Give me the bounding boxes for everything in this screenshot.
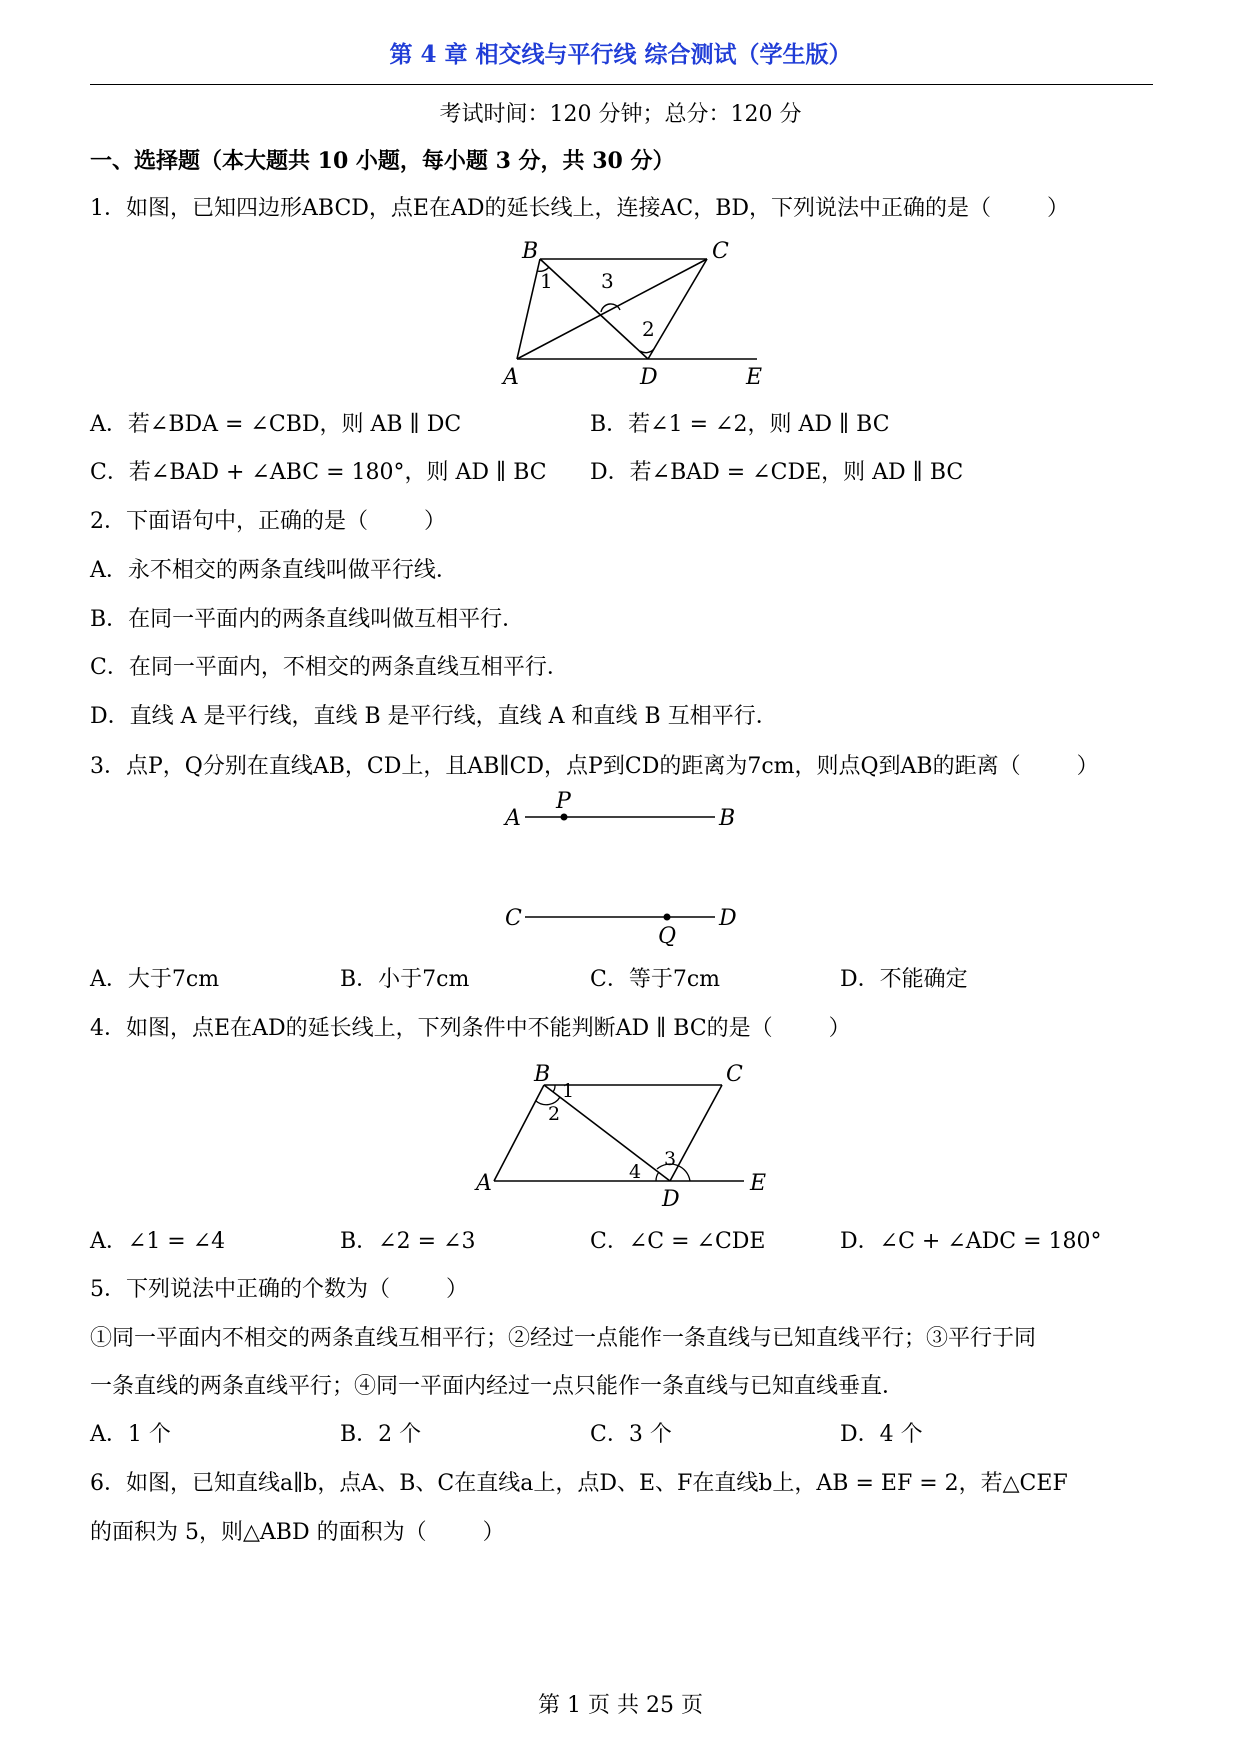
q1-stem-text: 1．如图，已知四边形ABCD，点E在AD的延长线上，连接AC，BD，下列说法中正确的是（ [90,196,992,221]
q4-option-d: D．∠C + ∠ADC = 180° [840,1229,1102,1254]
q3-option-c: C．等于7cm [590,967,721,992]
q4-angle-4-label: 4 [629,1161,642,1183]
q5-option-b: B．2 个 [340,1422,422,1447]
q3-label-b: B [719,806,736,831]
q1-close: ） [1047,196,1070,221]
q1-figure [470,238,770,388]
q3-label-a: A [505,806,521,831]
q3-option-b: B．小于7cm [340,967,470,992]
q2-close: ） [424,509,447,534]
q4-line-ab [494,1085,544,1181]
q5-statements-line-2: 一条直线的两条直线平行；④同一平面内经过一点只能作一条直线与已知直线垂直． [90,1374,905,1399]
q3-point-q [664,914,671,921]
q4-option-c: C．∠C = ∠CDE [590,1229,766,1254]
q1-angle-3-label: 3 [601,269,614,293]
q2-option-b: B．在同一平面内的两条直线叫做互相平行． [90,607,525,632]
q1-label-d: D [640,365,658,388]
q4-angle-4-arc [656,1172,659,1181]
q4-label-b: B [534,1062,551,1087]
q4-stem-text: 4．如图，点E在AD的延长线上，下列条件中不能判断AD ∥ BC的是（ [90,1016,773,1041]
question-1-stem [90,194,1069,224]
q1-angle-2-label: 2 [642,317,655,341]
question-6-stem-line-1: 6．如图，已知直线a∥b，点A、B、C在直线a上，点D、E、F在直线b上，AB = EF = 2，若△CEF [90,1471,1068,1496]
q1-label-b: B [522,239,539,264]
q5-close: ） [446,1277,469,1302]
q1-option-d: D．若∠BAD = ∠CDE，则 AD ∥ BC [590,460,964,485]
header-rule [90,84,1153,85]
q1-label-a: A [503,365,519,388]
q3-figure [490,786,750,946]
q1-label-c: C [712,239,729,264]
q1-option-a: A．若∠BDA = ∠CBD，则 AB ∥ DC [90,412,462,437]
q5-option-c: C．3 个 [590,1422,672,1447]
document-title: 第 4 章 相交线与平行线 综合测试（学生版） [389,41,852,68]
q4-angle-1-label: 1 [562,1080,575,1102]
q3-label-q: Q [658,924,677,946]
section-title: 一、选择题（本大题共 10 小题，每小题 3 分，共 30 分） [90,148,675,174]
q4-angle-3-label: 3 [664,1148,677,1170]
q3-stem-text: 3．点P，Q分别在直线AB，CD上，且AB∥CD，点P到CD的距离为7cm，则点Q到AB的距离（ [90,754,1021,779]
q3-option-d: D．不能确定 [840,967,968,992]
q5-stem-text: 5．下列说法中正确的个数为（ [90,1277,390,1302]
q4-label-d: D [662,1187,680,1212]
q6-close: ） [482,1520,505,1545]
q4-figure [470,1052,780,1212]
q1-line-ab [517,259,540,359]
q5-option-a: A．1 个 [90,1422,171,1447]
q1-option-b: B．若∠1 = ∠2，则 AD ∥ BC [590,412,890,437]
question-2-stem [90,507,446,537]
question-3-stem [90,752,1099,782]
q4-line-cd [670,1085,722,1181]
q3-label-d: D [719,906,737,931]
q3-label-p: P [556,789,571,814]
q1-option-c: C．若∠BAD + ∠ABC = 180°，则 AD ∥ BC [90,460,547,485]
question-4-stem [90,1014,851,1044]
q4-option-a: A．∠1 = ∠4 [90,1229,226,1254]
q4-label-e: E [750,1171,767,1196]
q5-statements-line-1: ①同一平面内不相交的两条直线互相平行；②经过一点能作一条直线与已知直线平行；③平行于同 [90,1326,1037,1351]
question-6-stem-line-2 [90,1518,505,1548]
q1-angle-1-label: 1 [540,269,553,293]
q3-point-p [561,814,568,821]
question-5-stem [90,1275,468,1305]
exam-info: 考试时间：120 分钟；总分：120 分 [439,102,802,127]
q1-label-e: E [746,365,763,388]
page-footer: 第 1 页 共 25 页 [538,1693,703,1718]
q2-stem-text: 2．下面语句中，正确的是（ [90,509,368,534]
q5-option-d: D．4 个 [840,1422,923,1447]
q2-option-c: C．在同一平面内，不相交的两条直线互相平行． [90,655,569,680]
q4-option-b: B．∠2 = ∠3 [340,1229,476,1254]
q4-close: ） [828,1016,851,1041]
q1-angle-3-arc [601,304,620,312]
q3-close: ） [1076,754,1099,779]
q3-option-a: A．大于7cm [90,967,220,992]
q2-option-d: D．直线 A 是平行线，直线 B 是平行线，直线 A 和直线 B 互相平行． [90,704,778,729]
q1-line-bd [540,259,648,359]
q4-angle-2-label: 2 [548,1103,561,1125]
q2-option-a: A．永不相交的两条直线叫做平行线． [90,558,458,583]
q3-label-c: C [505,906,522,931]
q4-label-c: C [726,1062,743,1087]
q4-label-a: A [476,1171,492,1196]
q6-stem-text: 的面积为 5，则△ABD 的面积为（ [90,1520,427,1545]
q4-angle-1-arc [553,1085,555,1092]
